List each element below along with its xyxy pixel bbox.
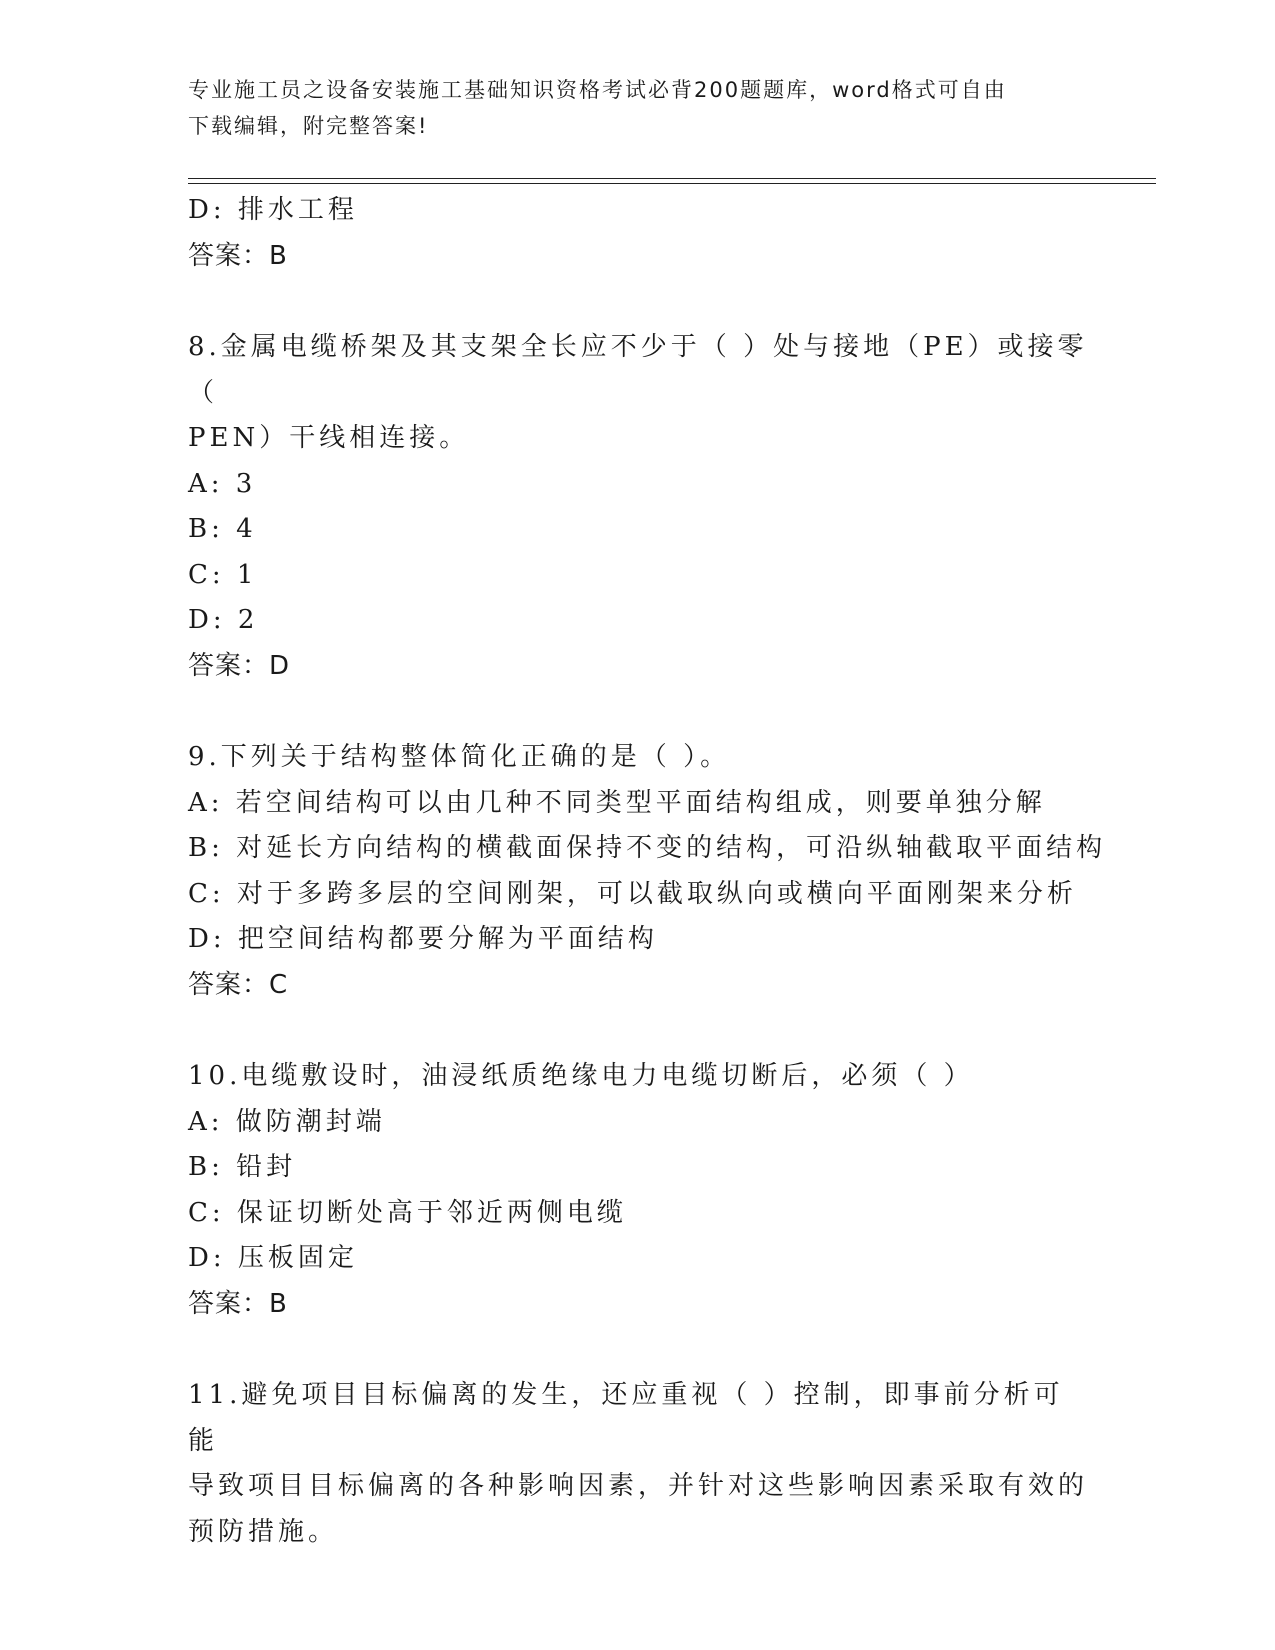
spacer [188, 279, 1088, 325]
option-d: D: 2 [188, 605, 259, 635]
option-c: C: 1 [188, 559, 258, 590]
header-line-1: 专业施工员之设备安装施工基础知识资格考试必背200题题库，word格式可自由 [188, 78, 1007, 102]
answer-text: 答案：B [188, 1288, 288, 1319]
answer-text: 答案：B [188, 240, 288, 271]
header-divider [188, 178, 1156, 184]
option-a: A: 3 [188, 468, 257, 499]
question-stem-line: 11.避免项目目标偏离的发生，还应重视（ ）控制，即事前分析可能 [188, 1380, 1064, 1456]
question-stem-line: 预防措施。 [188, 1516, 339, 1547]
option-c: C: 对于多跨多层的空间刚架，可以截取纵向或横向平面刚架来分析 [188, 878, 1077, 909]
option-a: A: 做防潮封端 [188, 1106, 386, 1137]
question-stem-line: PEN）干线相连接。 [188, 423, 470, 453]
question-block [188, 1054, 1088, 1327]
question-block [188, 1373, 1088, 1555]
option-d: D: 把空间结构都要分解为平面结构 [188, 924, 658, 954]
answer-text: 答案：D [188, 650, 291, 681]
option-b: B: 对延长方向结构的横截面保持不变的结构，可沿纵轴截取平面结构 [188, 833, 1107, 863]
question-block [188, 735, 1107, 1008]
option-d: D: 排水工程 [188, 195, 358, 225]
document-body [188, 188, 1107, 1555]
spacer [188, 689, 1088, 735]
header-line-2: 下载编辑，附完整答案! [188, 114, 429, 138]
option-b: B: 4 [188, 514, 257, 544]
question-stem-line: 导致项目目标偏离的各种影响因素，并针对这些影响因素采取有效的 [188, 1471, 1089, 1501]
answer-text: 答案：C [188, 969, 289, 1000]
question-block [188, 325, 1088, 689]
option-c: C: 保证切断处高于邻近两侧电缆 [188, 1197, 627, 1228]
spacer [188, 1008, 1088, 1054]
option-b: B: 铅封 [188, 1152, 297, 1182]
question-stem-line: 10.电缆敷设时，油浸纸质绝缘电力电缆切断后，必须（ ） [188, 1061, 974, 1091]
page-header [188, 72, 1088, 144]
question-stem-line: 8.金属电缆桥架及其支架全长应不少于（ ）处与接地（PE）或接零（ [188, 332, 1088, 408]
option-a: A: 若空间结构可以由几种不同类型平面结构组成，则要单独分解 [188, 787, 1046, 818]
question-stem-line: 9.下列关于结构整体简化正确的是（ ）。 [188, 742, 731, 772]
spacer [188, 1327, 1088, 1373]
option-d: D: 压板固定 [188, 1243, 358, 1273]
